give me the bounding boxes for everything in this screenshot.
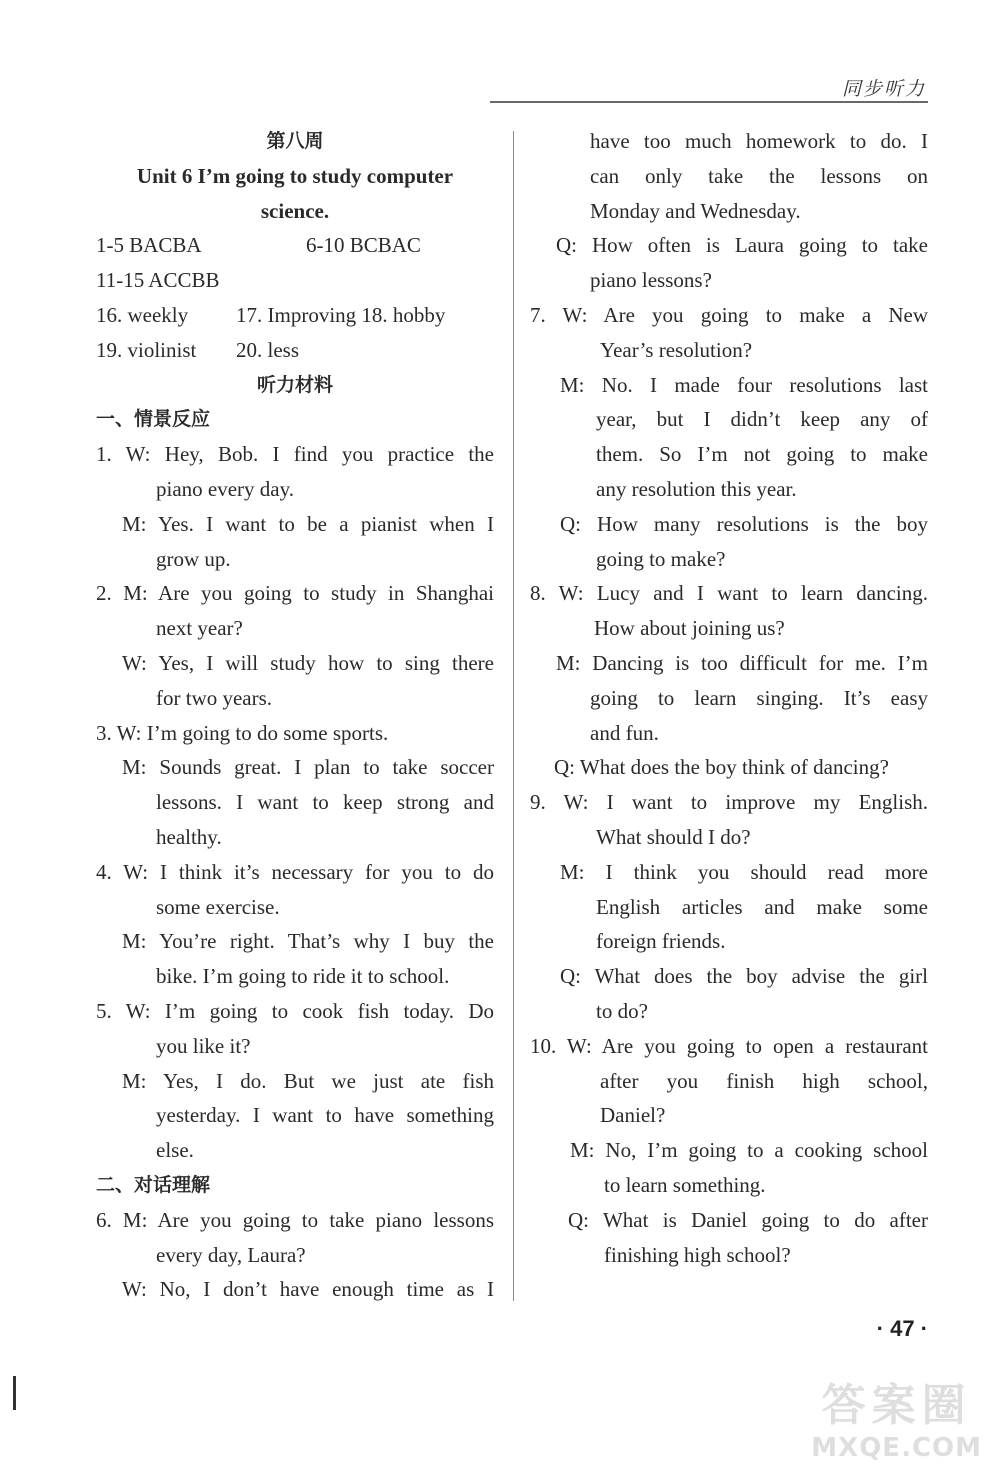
dialogue-line: 7. W: Are you going to make a New [530,302,928,327]
dialogue-line: healthy. [156,824,222,849]
materials-heading: 听力材料 [256,373,333,396]
dialogue-line: 3. W: I’m going to do some sports. [96,720,389,745]
watermark-top: 答案圈 [821,1380,972,1431]
dialogue-line: M: Sounds great. I plan to take soccer [122,755,494,780]
dialogue-line: 4. W: I think it’s necessary for you to do [96,859,494,884]
dialogue-line: 10. W: Are you going to open a restaurant [530,1033,928,1058]
answer-item: 19. violinist [96,337,197,362]
column-divider [513,131,514,1301]
dialogue-line: any resolution this year. [596,476,797,501]
dialogue-line: going to learn singing. It’s easy [590,685,928,710]
dialogue-line: 2. M: Are you going to study in Shanghai [96,581,494,606]
section-heading: 一、情景反应 [96,408,211,431]
dialogue-line: for two years. [156,685,273,710]
dialogue-line: M: Yes, I do. But we just ate fish [122,1068,494,1093]
dialogue-line: foreign friends. [596,929,726,954]
dialogue-line: piano lessons? [590,268,712,293]
dialogue-line: Monday and Wednesday. [590,198,801,223]
dialogue-line: 6. M: Are you going to take piano lessons [96,1207,494,1232]
dialogue-line: you like it? [156,1033,251,1058]
dialogue-line: finishing high school? [604,1242,791,1267]
dialogue-line: Q: What does the boy think of dancing? [554,755,889,780]
answer-item: 17. Improving 18. hobby [236,302,446,327]
dialogue-line: M: Yes. I want to be a pianist when I [122,511,494,536]
dialogue-line: to learn something. [604,1172,766,1197]
watermark-bottom: MXQE.COM [811,1433,982,1463]
dialogue-line: bike. I’m going to ride it to school. [156,964,450,989]
dialogue-line: piano every day. [156,476,294,501]
dialogue-line: Q: What does the boy advise the girl [560,964,928,989]
dialogue-line: and fun. [590,720,659,745]
answer-row [96,263,494,298]
dialogue-line: M: Dancing is too difficult for me. I’m [556,650,928,675]
answer-item: 20. less [236,337,299,362]
header-label: 同步听力 [841,79,926,100]
watermark-logo [811,1369,982,1463]
answer-row [96,333,494,368]
dialogue-line: every day, Laura? [156,1242,306,1267]
dialogue-line: Q: What is Daniel going to do after [568,1207,928,1232]
dialogue-line: going to make? [596,546,726,571]
dialogue-line: What should I do? [596,824,751,849]
unit-title: Unit 6 I’m going to study computer [136,163,454,188]
dialogue-line: M: No, I’m going to a cooking school [570,1138,928,1163]
dialogue-line: Q: How often is Laura going to take [556,233,928,258]
week-title: 第八周 [266,130,324,152]
answer-item: 1-5 BACBA [96,233,202,258]
dialogue-line: How about joining us? [594,616,785,641]
dialogue-line: yesterday. I want to have something [156,1103,494,1128]
dialogue-line: can only take the lessons on [590,163,928,188]
dialogue-line: M: You’re right. That’s why I buy the [122,929,494,954]
dialogue-line: them. So I’m not going to make [596,442,928,467]
dialogue-line: to do? [596,998,648,1023]
dialogue-line: have too much homework to do. I [590,129,928,153]
left-column [96,124,494,1307]
dialogue-line: some exercise. [156,894,280,919]
answer-item: 16. weekly [96,302,189,327]
dialogue-line: Year’s resolution? [600,337,753,362]
section-heading: 二、对话理解 [96,1173,211,1196]
dialogue-line: M: No. I made four resolutions last [560,372,928,397]
dialogue-line: 1. W: Hey, Bob. I find you practice the [96,442,494,467]
answer-item: 11-15 ACCBB [96,268,220,293]
answer-row [96,228,494,263]
dialogue-line: Q: How many resolutions is the boy [560,511,928,536]
dialogue-line: 8. W: Lucy and I want to learn dancing. [530,581,928,606]
right-column [530,124,928,1272]
page-number: · 47 · [876,1316,928,1341]
dialogue-line: grow up. [156,546,231,571]
dialogue-line: lessons. I want to keep strong and [156,790,494,815]
answer-row [96,298,494,333]
dialogue-line: next year? [156,616,243,641]
dialogue-line: W: No, I don’t have enough time as I [122,1277,494,1302]
unit-title-cont: science. [260,198,330,223]
dialogue-line: English articles and make some [596,894,928,919]
dialogue-line: M: I think you should read more [560,859,928,884]
margin-mark [13,1376,16,1410]
dialogue-line: after you finish high school, [600,1068,928,1093]
dialogue-line: W: Yes, I will study how to sing there [122,650,494,675]
dialogue-line: 9. W: I want to improve my English. [530,790,928,815]
header-rule [490,101,928,103]
dialogue-line: else. [156,1138,194,1163]
dialogue-line: 5. W: I’m going to cook fish today. Do [96,998,494,1023]
answer-item: 6-10 BCBAC [306,233,421,258]
dialogue-line: Daniel? [600,1103,666,1128]
dialogue-line: year, but I didn’t keep any of [596,407,928,432]
